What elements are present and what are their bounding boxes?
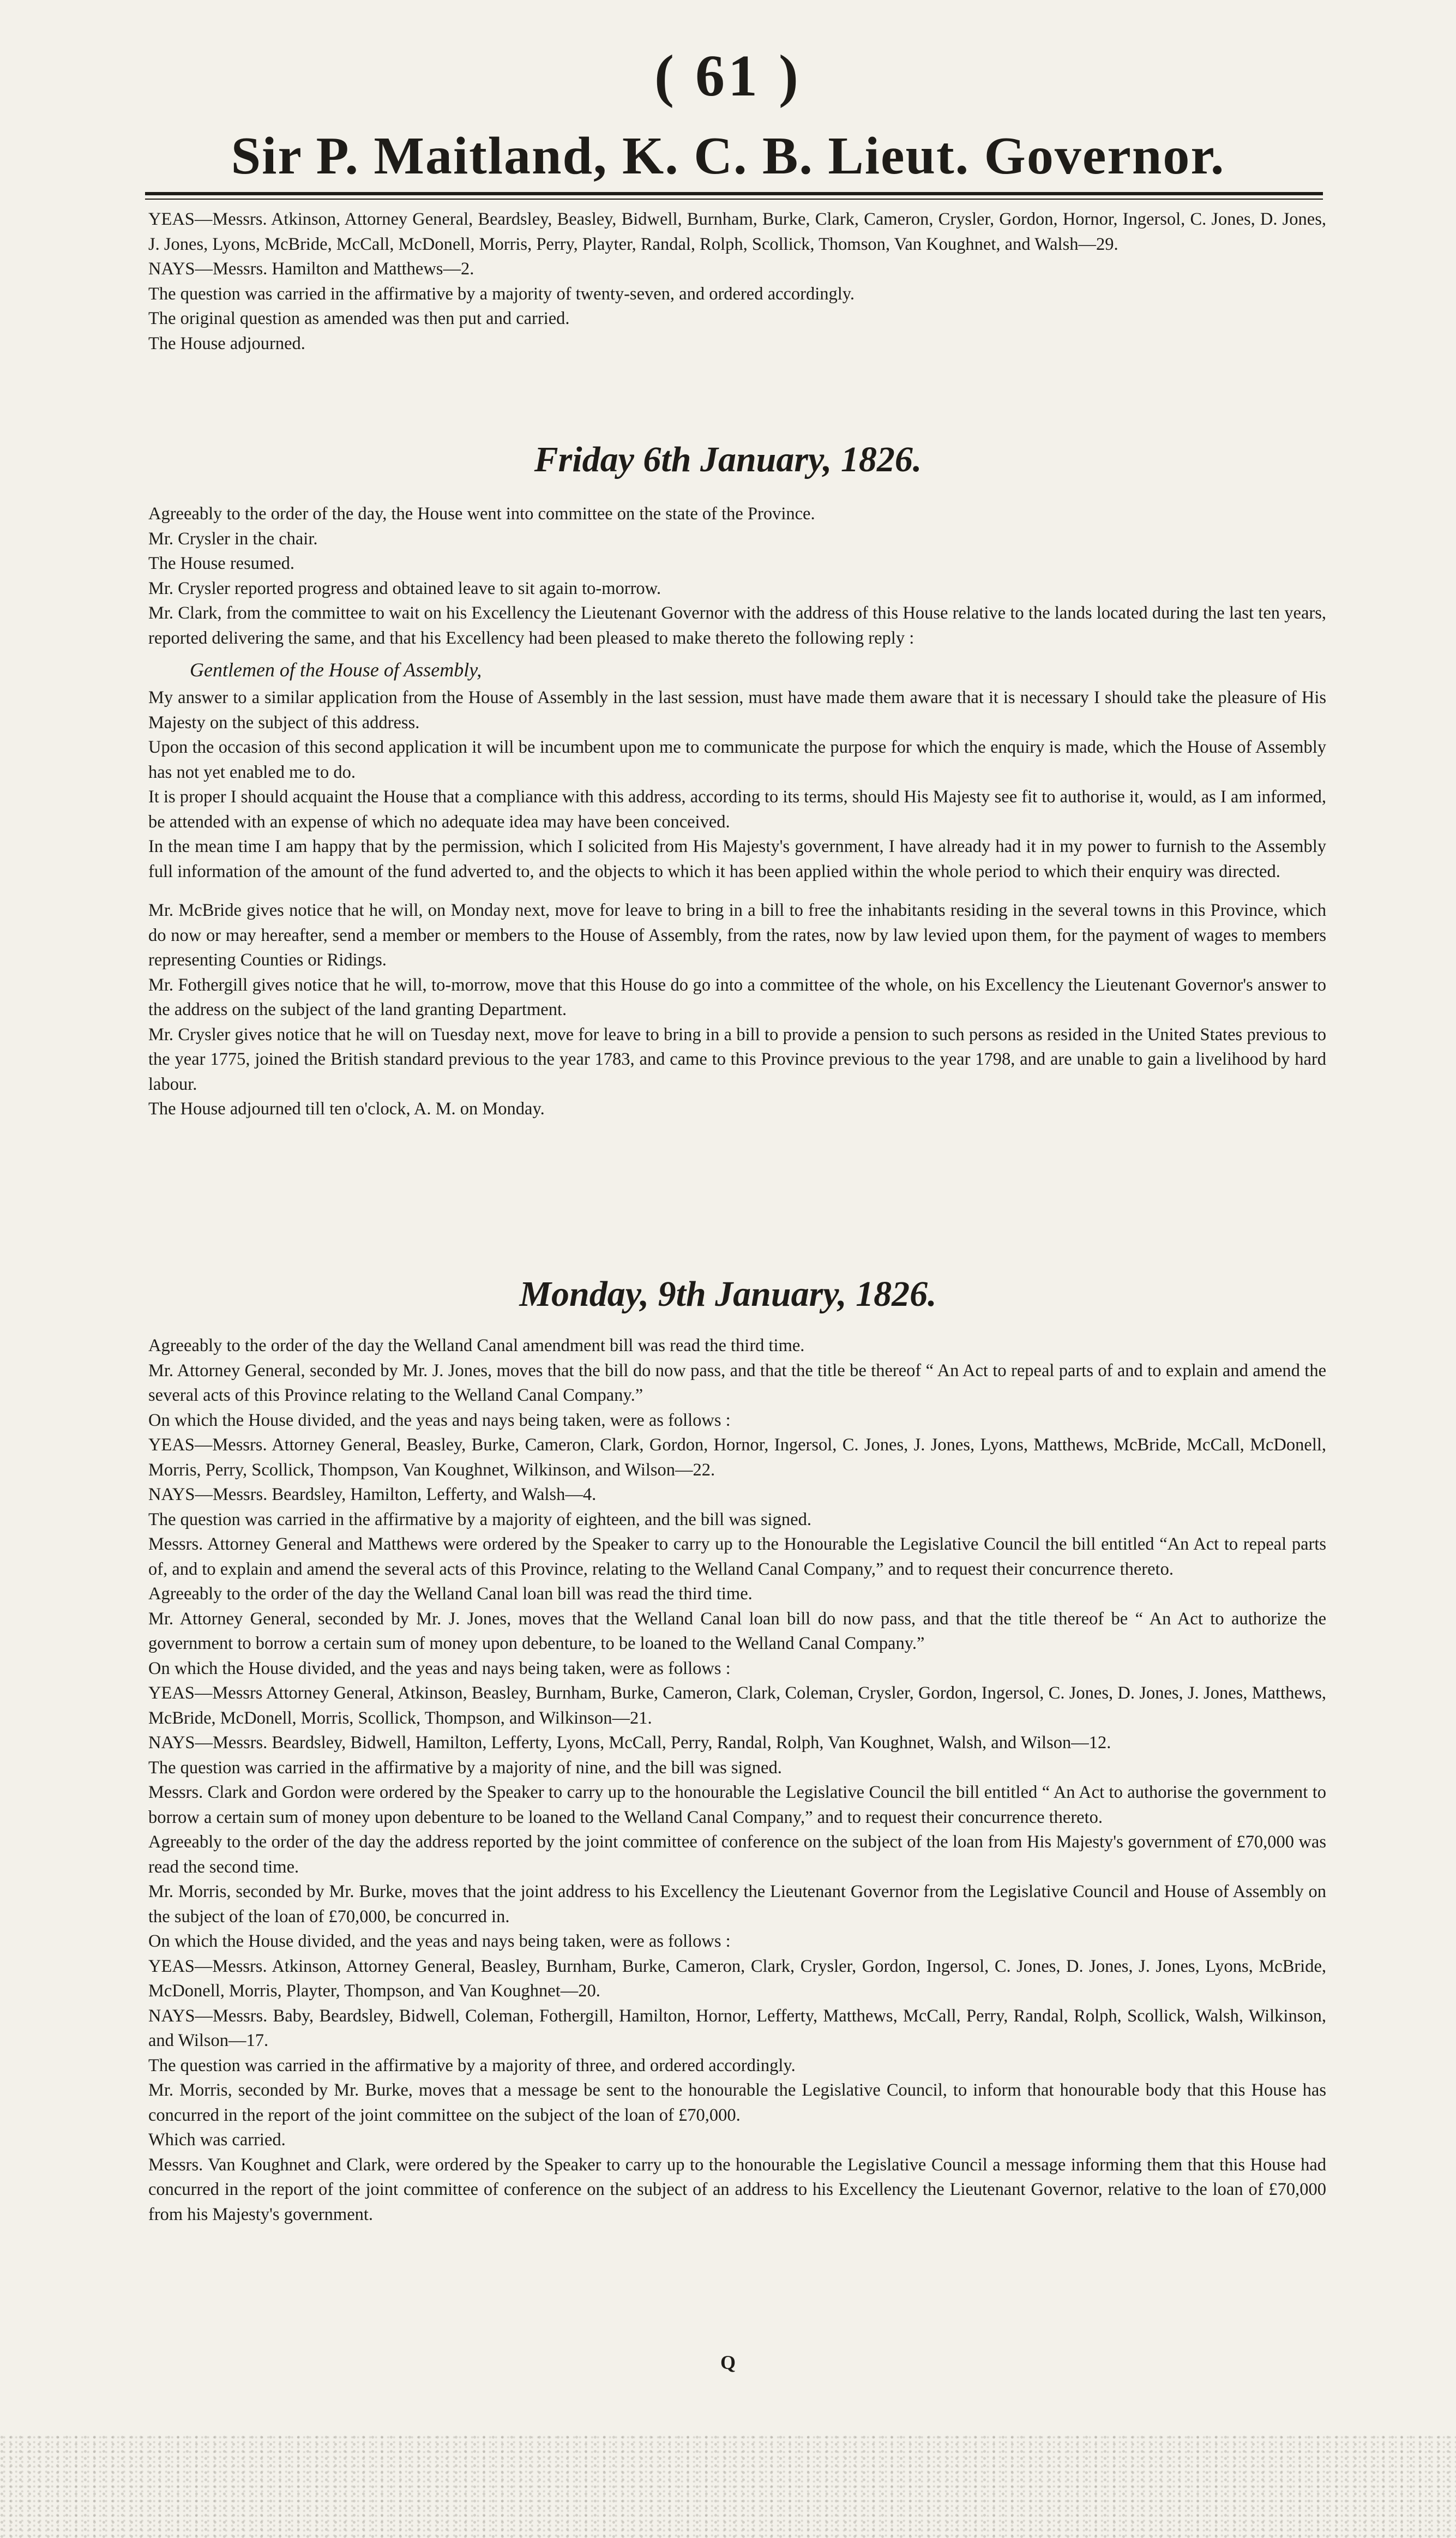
section-monday [148, 1334, 1326, 2227]
page-number: ( 61 ) [654, 44, 802, 109]
paragraph: Mr. Attorney General, seconded by Mr. J. Jones, moves that the Welland Canal loan bill do now pass, and that the title thereof be “ An Act to authorize the government to borrow a certain sum of money upon debenture, to be loaned to the Welland Canal Company.” [148, 1609, 1326, 1653]
paragraph: YEAS—Messrs Attorney General, Atkinson, Beasley, Burnham, Burke, Cameron, Clark, Coleman, Crysler, Gordon, Ingersol, C. Jones, D. Jones, J. Jones, Matthews, McBride, McDonell, Morris, Scollick, Thompson, and Wilkinson—21. [148, 1683, 1326, 1728]
reply-paragraph: My answer to a similar application from the House of Assembly in the last session, must have made them aware that it is necessary I should take the pleasure of His Majesty on the subject of this address. [148, 688, 1326, 733]
paragraph: The original question as amended was then put and carried. [148, 309, 570, 328]
date-heading-monday: Monday, 9th January, 1826. [519, 1274, 937, 1314]
reply-paragraph: It is proper I should acquaint the House that a compliance with this address, according to its terms, should His Majesty see fit to authorise it, would, as I am informed, be attended with an expense of which no adequate idea may have been conceived. [148, 787, 1326, 832]
paragraph: On which the House divided, and the yeas and nays being taken, were as follows : [148, 1410, 731, 1430]
signature-mark: Q [720, 2351, 736, 2373]
paragraph: The House adjourned. [148, 333, 305, 353]
paragraph: Mr. Attorney General, seconded by Mr. J. Jones, moves that the bill do now pass, and that the title be thereof “ An Act to repeal parts of and to explain and amend the several acts of this Province relating to the Welland Canal Company.” [148, 1360, 1326, 1405]
reply-paragraph: In the mean time I am happy that by the permission, which I solicited from His Majesty's government, I have already had it in my power to furnish to the Assembly full information of the amount of the fund adverted to, and the objects to which it has been applied within the whole period to which their enquiry was directed. [148, 837, 1326, 881]
paragraph: NAYS—Messrs. Baby, Beardsley, Bidwell, Coleman, Fothergill, Hamilton, Hornor, Lefferty, Matthews, McCall, Perry, Randal, Rolph, Scollick, Walsh, Wilkinson, and Wilson—17. [148, 2006, 1326, 2050]
paragraph: The question was carried in the affirmative by a majority of nine, and the bill was signed. [148, 1757, 782, 1778]
paragraph: The question was carried in the affirmative by a majority of eighteen, and the bill was signed. [148, 1509, 811, 1529]
paragraph: Which was carried. [148, 2130, 286, 2150]
paragraph: The question was carried in the affirmative by a majority of three, and ordered accordingly. [148, 2055, 796, 2075]
paper-speckle [0, 2434, 1456, 2538]
paragraph: Mr. McBride gives notice that he will, on Monday next, move for leave to bring in a bill to free the inhabitants residing in the several towns in this Province, which do now or may hereafter, send a member or members to the House of Assembly, from the rates, now by law levied upon them, for the payment of wages to members representing Counties or Ridings. [148, 901, 1326, 970]
paragraph: YEAS—Messrs. Attorney General, Beasley, Burke, Cameron, Clark, Gordon, Hornor, Ingersol, C. Jones, J. Jones, Lyons, Matthews, McBride, McCall, McDonell, Morris, Perry, Scollick, Thompson, Van Koughnet, Wilkinson, and Wilson—22. [148, 1435, 1326, 1480]
section-continuation [148, 207, 1326, 356]
paragraph: Messrs. Clark and Gordon were ordered by the Speaker to carry up to the honourable the Legislative Council the bill entitled “ An Act to authorise the government to borrow a certain sum of money upon debenture to be loaned to the Welland Canal Company,” and to request their concurrence thereto. [148, 1783, 1326, 1827]
paragraph: Messrs. Attorney General and Matthews were ordered by the Speaker to carry up to the Honourable the Legislative Council the bill entitled “An Act to repeal parts of, and to explain and amend the several acts of this Province, relating to the Welland Canal Company,” and to request their concurrence thereto. [148, 1534, 1326, 1579]
paragraph: Mr. Crysler in the chair. [148, 529, 318, 549]
paragraph: The House adjourned till ten o'clock, A. M. on Monday. [148, 1099, 545, 1119]
paragraph: Mr. Crysler gives notice that he will on Tuesday next, move for leave to bring in a bill to provide a pension to such persons as resided in the United States previous to the year 1775, joined the British standard previous to the year 1783, and came to this Province previous to the year 1798, and are unable to gain a livelihood by hard labour. [148, 1024, 1326, 1094]
paragraph: NAYS—Messrs. Beardsley, Bidwell, Hamilton, Lefferty, Lyons, McCall, Perry, Randal, Rolph, Van Koughnet, Walsh, and Wilson—12. [148, 1733, 1111, 1753]
paragraph: Mr. Clark, from the committee to wait on his Excellency the Lieutenant Governor with the address of this House relative to the lands located during the last ten years, reported delivering the same, and that his Excellency had been pleased to make thereto the following reply : [148, 603, 1326, 648]
paragraph: Agreeably to the order of the day the Welland Canal loan bill was read the third time. [148, 1584, 753, 1604]
paragraph: NAYS—Messrs. Hamilton and Matthews—2. [148, 259, 474, 279]
paragraph: The House resumed. [148, 554, 295, 573]
paragraph: NAYS—Messrs. Beardsley, Hamilton, Lefferty, and Walsh—4. [148, 1485, 597, 1504]
header-rule [145, 192, 1323, 200]
reply-salutation: Gentlemen of the House of Assembly, [190, 659, 482, 681]
paragraph: Agreeably to the order of the day, the House went into committee on the state of the Province. [148, 504, 815, 524]
paragraph: On which the House divided, and the yeas and nays being taken, were as follows : [148, 1658, 731, 1678]
paragraph: On which the House divided, and the yeas and nays being taken, were as follows : [148, 1931, 731, 1951]
date-heading-friday: Friday 6th January, 1826. [534, 440, 922, 479]
reply-paragraph: Upon the occasion of this second application it will be incumbent upon me to communicate the purpose for which the enquiry is made, which the House of Assembly has not yet enabled me to do. [148, 737, 1326, 782]
paragraph: YEAS—Messrs. Atkinson, Attorney General, Beardsley, Beasley, Bidwell, Burnham, Burke, Clark, Cameron, Crysler, Gordon, Hornor, Ingersol, C. Jones, D. Jones, J. Jones, Lyons, McBride, McCall, McDonell, Morris, Perry, Playter, Randal, Rolph, Scollick, Thomson, Van Koughnet, and Walsh—29. [148, 209, 1326, 254]
paragraph: Agreeably to the order of the day the Welland Canal amendment bill was read the third time. [148, 1336, 805, 1355]
paragraph: Mr. Morris, seconded by Mr. Burke, moves that the joint address to his Excellency the Lieutenant Governor from the Legislative Council and House of Assembly on the subject of the loan of £70,000, be concurred in. [148, 1882, 1326, 1927]
paragraph: The question was carried in the affirmative by a majority of twenty-seven, and ordered accordingly. [148, 284, 855, 304]
paragraph: YEAS—Messrs. Atkinson, Attorney General, Beasley, Burnham, Burke, Cameron, Clark, Crysler, Gordon, Ingersol, C. Jones, D. Jones, J. Jones, Lyons, McBride, McDonell, Morris, Playter, Thompson, and Van Koughnet—20. [148, 1956, 1326, 2001]
running-head: Sir P. Maitland, K. C. B. Lieut. Governor. [231, 127, 1225, 185]
paragraph: Messrs. Van Koughnet and Clark, were ordered by the Speaker to carry up to the honourable the Legislative Council a message informing them that this House had concurred in the report of the joint committee of conference on the subject of an address to his Excellency the Lieutenant Governor, relative to the loan of £70,000 from his Majesty's government. [148, 2155, 1326, 2224]
paragraph: Agreeably to the order of the day the address reported by the joint committee of conference on the subject of the loan from His Majesty's government of £70,000 was read the second time. [148, 1832, 1326, 1877]
paragraph: Mr. Morris, seconded by Mr. Burke, moves that a message be sent to the honourable the Legislative Council, to inform that honourable body that this House has concurred in the report of the joint committee on the subject of the loan of £70,000. [148, 2080, 1326, 2125]
paragraph: Mr. Crysler reported progress and obtained leave to sit again to-morrow. [148, 578, 661, 598]
section-friday [148, 502, 1326, 1122]
paragraph: Mr. Fothergill gives notice that he will, to-morrow, move that this House do go into a committee of the whole, on his Excellency the Lieutenant Governor's answer to the address on the subject of the land granting Department. [148, 975, 1326, 1019]
